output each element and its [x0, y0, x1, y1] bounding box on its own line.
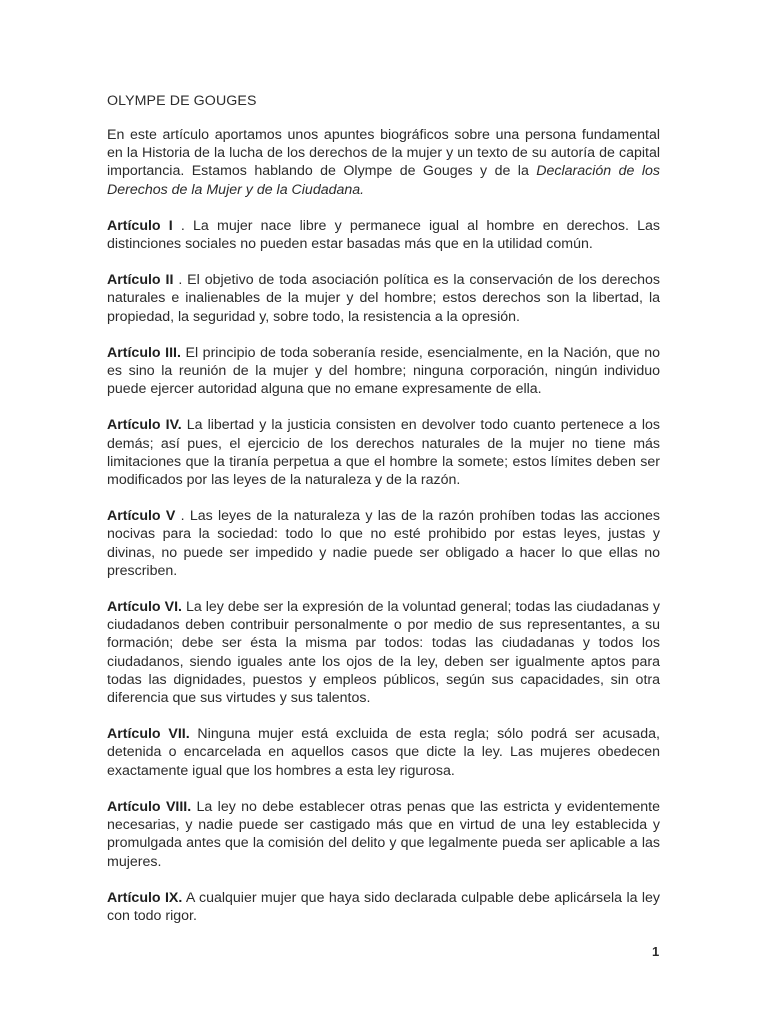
document-page [107, 92, 660, 943]
article-label: Artículo III. [107, 344, 181, 361]
declaration-title: Declaración de los Derechos de la Mujer y de la Ciudadana. [107, 163, 660, 198]
article-label: Artículo IV. [107, 417, 182, 434]
article-4 [107, 416, 660, 489]
intro-paragraph [107, 126, 660, 199]
article-label: Artículo VI. [107, 599, 182, 616]
article-3 [107, 344, 660, 399]
article-text: La ley debe ser la expresión de la voluntad general; todas las ciudadanas y ciudadanos deben contribuir personalmente o por medio de sus representantes, a su formación; debe ser ésta la misma par todos: todas las ciudadanas y todos los ciudadanos, siendo iguales ante los ojos de la ley, deben ser igualmente aptos para todas las dignidades, puestos y empleos públicos, según sus capacidades, sin otra diferencia que sus virtudes y sus talentos. [107, 599, 660, 707]
article-9 [107, 889, 660, 925]
article-text: La ley no debe establecer otras penas que las estricta y evidentemente necesarias, y nadie puede ser castigado más que en virtud de una ley establecida y promulgada antes que la comisión del delito y que legalmente pueda ser aplicable a las mujeres. [107, 798, 660, 870]
article-text: A cualquier mujer que haya sido declarada culpable debe aplicársela la ley con todo rigor. [107, 889, 660, 924]
article-label: Artículo VII. [107, 726, 190, 743]
intro-text: En este artículo aportamos unos apuntes biográficos sobre una persona fundamental en la Historia de la lucha de los derechos de la mujer y un texto de su autoría de capital importancia. Estamos hablando de Olympe de Gouges y de la [107, 127, 660, 180]
article-text: Ninguna mujer está excluida de esta regla; sólo podrá ser acusada, detenida o encarcelada en aquellos casos que dicte la ley. Las mujeres obedecen exactamente igual que los hombres a esta ley rigurosa. [107, 726, 660, 779]
article-text: . El objetivo de toda asociación política es la conservación de los derechos naturales e inalienables de la mujer y del hombre; estos derechos son la libertad, la propiedad, la seguridad y, sobre todo, la resistencia a la opresión. [107, 272, 660, 325]
article-label: Artículo VIII. [107, 798, 192, 815]
article-label: Artículo IX. [107, 889, 183, 906]
article-1 [107, 217, 660, 253]
article-7 [107, 725, 660, 780]
article-text: . La mujer nace libre y permanece igual al hombre en derechos. Las distinciones sociales no pueden estar basadas más que en la utilidad común. [107, 217, 661, 253]
article-text: La libertad y la justicia consisten en devolver todo cuanto pertenece a los demás; así pues, el ejercicio de los derechos naturales de la mujer no tiene más limitaciones que la tiranía perpetua a que el hombre la somete; estos límites deben ser modificados por las leyes de la naturaleza y de la razón. [107, 417, 660, 489]
article-5 [107, 507, 660, 580]
article-6 [107, 598, 660, 707]
article-8 [107, 798, 660, 871]
article-text: . Las leyes de la naturaleza y las de la razón prohíben todas las acciones nocivas para la sociedad: todo lo que no esté prohibido por estas leyes, justas y divinas, no puede ser impedido y nadie puede ser obligado a hacer lo que ellas no prescriben. [107, 508, 660, 579]
article-label: Artículo II [107, 272, 174, 289]
document-title: OLYMPE DE GOUGES [107, 93, 257, 109]
article-text: El principio de toda soberanía reside, esencialmente, en la Nación, que no es sino la reunión de la mujer y del hombre; ninguna corporación, ningún individuo puede ejercer autoridad alguna que no emane expresamente de ella. [107, 344, 661, 398]
article-2 [107, 271, 660, 326]
article-label: Artículo I [107, 217, 173, 234]
page-number: 1 [652, 944, 660, 959]
article-label: Artículo V [107, 508, 176, 525]
